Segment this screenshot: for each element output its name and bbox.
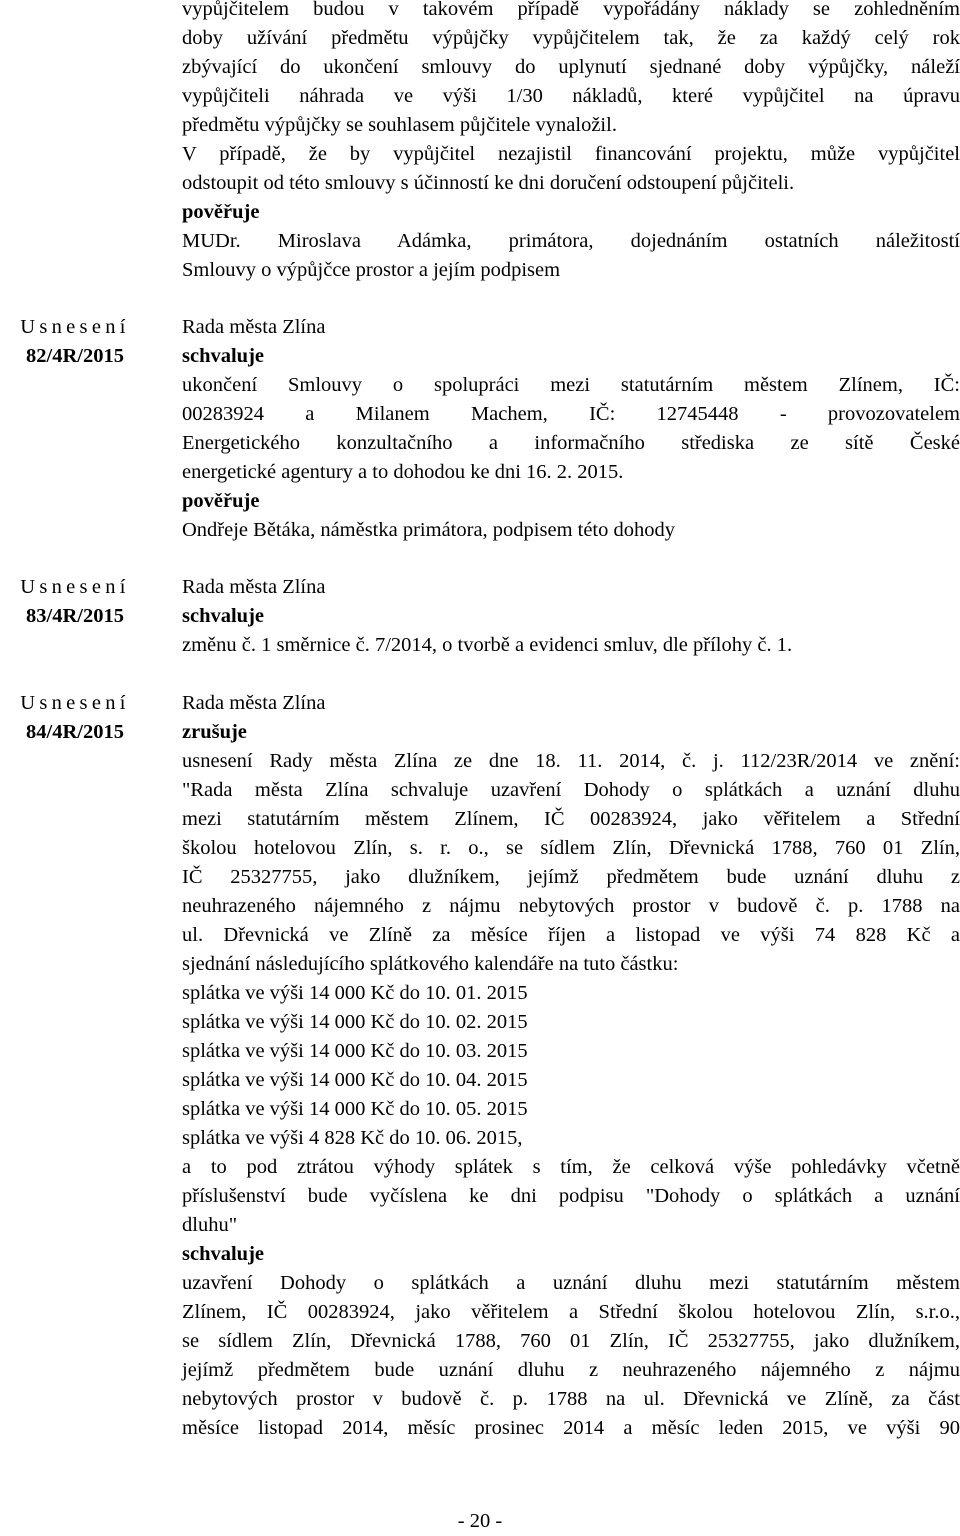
text-line: vypůjčitelem budou v takovém případě vypořádány náklady se zohledněním bbox=[182, 0, 960, 20]
text-line: energetické agentury a to dohodou ke dni 16. 2. 2015. bbox=[182, 461, 624, 483]
text-line: Smlouvy o výpůjčce prostor a jejím podpisem bbox=[182, 259, 561, 281]
resolution-verb: zrušuje bbox=[182, 721, 247, 743]
text-line: ul. Dřevnická ve Zlíně za měsíce říjen a listopad ve výši 74 828 Kč a bbox=[182, 924, 960, 946]
text-line: Rada města Zlína bbox=[182, 692, 326, 714]
text-line: mezi statutárním městem Zlínem, IČ 00283924, jako věřitelem a Střední bbox=[182, 808, 960, 830]
resolution-number: 83/4R/2015 bbox=[26, 605, 124, 627]
resolution-verb: pověřuje bbox=[182, 201, 260, 223]
text-line: dluhu" bbox=[182, 1214, 238, 1236]
resolution-verb: schvaluje bbox=[182, 605, 264, 627]
text-line: 00283924 a Milanem Machem, IČ: 12745448 - provozovatelem bbox=[182, 403, 960, 425]
text-line: příslušenství bude vyčíslena ke dni podpisu "Dohody o splátkách a uznání bbox=[182, 1185, 960, 1207]
text-line: odstoupit od této smlouvy s účinností ke dni doručení odstoupení půjčiteli. bbox=[182, 172, 795, 194]
resolution-verb: schvaluje bbox=[182, 345, 264, 367]
text-line: ukončení Smlouvy o spolupráci mezi statutárním městem Zlínem, IČ: bbox=[182, 374, 960, 396]
text-line: splátka ve výši 14 000 Kč do 10. 04. 2015 bbox=[182, 1069, 528, 1091]
text-line: Energetického konzultačního a informačního střediska ze sítě České bbox=[182, 432, 960, 454]
resolution-number: 84/4R/2015 bbox=[26, 721, 124, 743]
text-line: nebytových prostor v budově č. p. 1788 na ul. Dřevnická ve Zlíně, za část bbox=[182, 1388, 960, 1410]
resolution-number: 82/4R/2015 bbox=[26, 345, 124, 367]
resolution-keyword: Usnesení bbox=[20, 316, 130, 338]
text-line: vypůjčiteli náhrada ve výši 1/30 nákladů, které vypůjčitel na úpravu bbox=[182, 85, 960, 107]
text-line: jejímž předmětem bude uznání dluhu z neuhrazeného nájemného z nájmu bbox=[182, 1359, 960, 1381]
resolution-keyword: Usnesení bbox=[20, 692, 130, 714]
text-line: sjednání následujícího splátkového kalendáře na tuto částku: bbox=[182, 953, 679, 975]
text-line: Rada města Zlína bbox=[182, 316, 326, 338]
text-line: změnu č. 1 směrnice č. 7/2014, o tvorbě a evidenci smluv, dle přílohy č. 1. bbox=[182, 634, 793, 656]
resolution-verb: pověřuje bbox=[182, 490, 260, 512]
text-line: splátka ve výši 14 000 Kč do 10. 02. 2015 bbox=[182, 1011, 528, 1033]
text-line: splátka ve výši 14 000 Kč do 10. 01. 2015 bbox=[182, 982, 528, 1004]
text-line: splátka ve výši 14 000 Kč do 10. 05. 2015 bbox=[182, 1098, 528, 1120]
page-number: - 20 - bbox=[457, 1510, 503, 1532]
text-line: uzavření Dohody o splátkách a uznání dluhu mezi statutárním městem bbox=[182, 1272, 960, 1294]
text-line: měsíce listopad 2014, měsíc prosinec 2014 a měsíc leden 2015, ve výši 90 bbox=[182, 1417, 960, 1439]
text-line: doby užívání předmětu výpůjčky vypůjčitelem tak, že za každý celý rok bbox=[182, 27, 960, 49]
resolution-keyword: Usnesení bbox=[20, 576, 130, 598]
text-line: neuhrazeného nájemného z nájmu nebytových prostor v budově č. p. 1788 na bbox=[182, 895, 960, 917]
resolution-verb: schvaluje bbox=[182, 1243, 264, 1265]
text-line: usnesení Rady města Zlína ze dne 18. 11. 2014, č. j. 112/23R/2014 ve znění: bbox=[182, 750, 960, 772]
text-line: předmětu výpůjčky se souhlasem půjčitele vynaložil. bbox=[182, 114, 617, 136]
text-line: IČ 25327755, jako dlužníkem, jejímž předmětem bude uznání dluhu z bbox=[182, 866, 960, 888]
text-line: splátka ve výši 14 000 Kč do 10. 03. 2015 bbox=[182, 1040, 528, 1062]
text-line: splátka ve výši 4 828 Kč do 10. 06. 2015, bbox=[182, 1127, 523, 1149]
text-line: V případě, že by vypůjčitel nezajistil financování projektu, může vypůjčitel bbox=[182, 143, 960, 165]
text-line: školou hotelovou Zlín, s. r. o., se sídlem Zlín, Dřevnická 1788, 760 01 Zlín, bbox=[182, 837, 960, 859]
text-line: se sídlem Zlín, Dřevnická 1788, 760 01 Zlín, IČ 25327755, jako dlužníkem, bbox=[182, 1330, 960, 1352]
text-line: MUDr. Miroslava Adámka, primátora, dojednáním ostatních náležitostí bbox=[182, 230, 960, 252]
text-line: zbývající do ukončení smlouvy do uplynutí sjednané doby výpůjčky, náleží bbox=[182, 56, 960, 78]
text-line: "Rada města Zlína schvaluje uzavření Dohody o splátkách a uznání dluhu bbox=[182, 779, 960, 801]
text-line: Zlínem, IČ 00283924, jako věřitelem a Střední školou hotelovou Zlín, s.r.o., bbox=[182, 1301, 960, 1323]
text-line: Rada města Zlína bbox=[182, 576, 326, 598]
text-line: a to pod ztrátou výhody splátek s tím, že celková výše pohledávky včetně bbox=[182, 1156, 960, 1178]
text-line: Ondřeje Bětáka, náměstka primátora, podpisem této dohody bbox=[182, 519, 676, 541]
